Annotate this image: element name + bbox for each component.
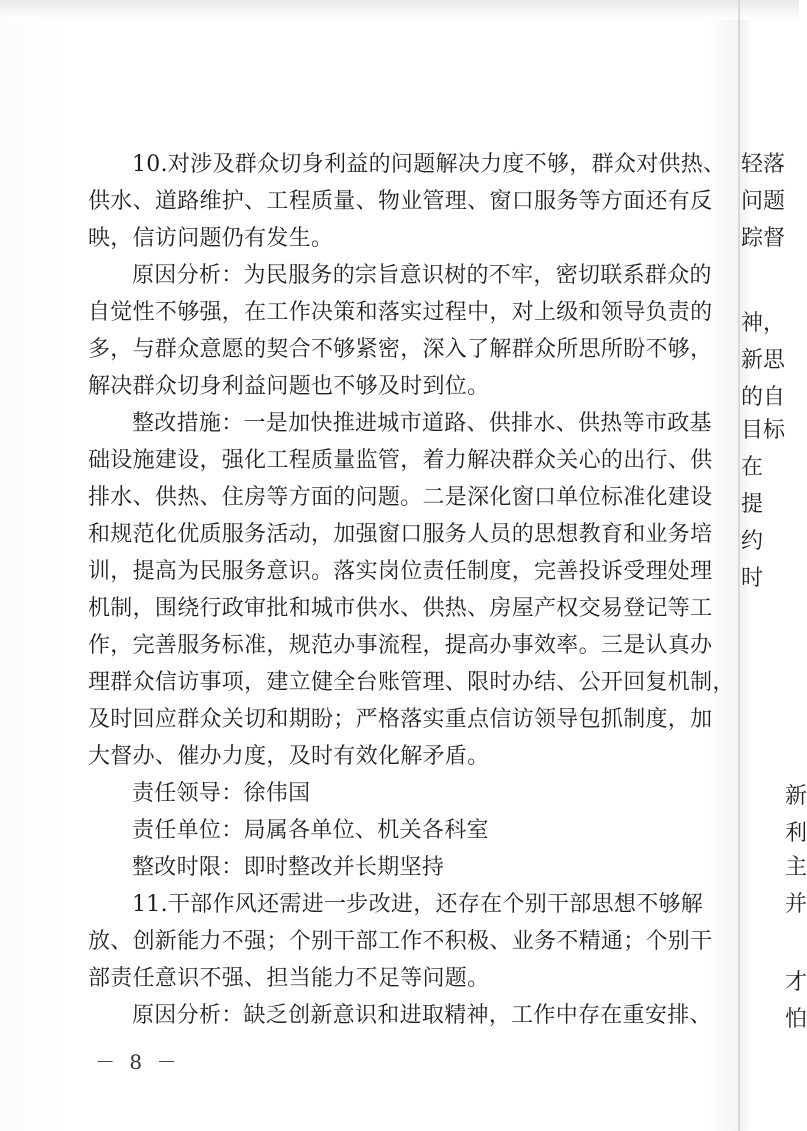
paragraph-line: 作，完善服务标准，规范办事流程，提高办事效率。三是认真办 (88, 633, 713, 658)
paragraph-line: 放、创新能力不强；个别干部工作不积极、业务不精通；个别干 (88, 929, 713, 954)
responsible-leader: 责任领导：徐伟国 (132, 781, 311, 806)
paragraph-line: 10.对涉及群众切身利益的问题解决力度不够，群众对供热、 (132, 152, 726, 177)
paragraph-line: 及时回应群众关切和期盼；严格落实重点信访领导包抓制度，加 (88, 707, 713, 732)
paragraph-line: 机制，围绕行政审批和城市供水、供热、房屋产权交易登记等工 (88, 596, 713, 621)
fragment: 踪督 (741, 226, 786, 251)
fragment: 神， (741, 311, 786, 336)
fragment: 在 (741, 455, 764, 480)
fragment: 轻落 (741, 152, 786, 177)
paragraph-line: 础设施建设，强化工程质量监管，着力解决群众关心的出行、供 (88, 448, 713, 473)
rectification-deadline: 整改时限：即时整改并长期坚持 (132, 855, 445, 880)
paragraph-line: 部责任意识不强、担当能力不足等问题。 (88, 966, 490, 991)
paragraph-line: 映，信访问题仍有发生。 (88, 226, 334, 251)
scan-top-edge (0, 0, 799, 20)
page-number: － 8 － (95, 1050, 181, 1074)
page-fold-line (738, 0, 740, 1131)
fragment: 约 (741, 529, 764, 554)
fragment: 的自 (741, 385, 786, 410)
paragraph-line: 解决群众切身利益问题也不够及时到位。 (88, 374, 490, 399)
fragment: 新 (785, 784, 807, 809)
paragraph-line: 和规范化优质服务活动，加强窗口服务人员的思想教育和业务培 (88, 522, 713, 547)
paragraph-line: 原因分析：为民服务的宗旨意识树的不牢，密切联系群众的 (132, 263, 712, 288)
fragment: 才 (785, 970, 807, 995)
fragment: 问题 (741, 189, 786, 214)
paragraph-line: 大督办、催办力度，及时有效化解矛盾。 (88, 744, 490, 769)
fragment: 新思 (741, 348, 786, 373)
fragment: 目标 (741, 418, 786, 443)
paragraph-line: 11.干部作风还需进一步改进，还存在个别干部思想不够解 (132, 892, 704, 917)
paragraph-line: 供水、道路维护、工程质量、物业管理、窗口服务等方面还有反 (88, 189, 713, 214)
fragment: 主 (785, 855, 807, 880)
paragraph-line: 训，提高为民服务意识。落实岗位责任制度，完善投诉受理处理 (88, 559, 713, 584)
paragraph-line: 原因分析：缺乏创新意识和进取精神，工作中存在重安排、 (132, 1003, 712, 1028)
fragment: 怕 (785, 1007, 807, 1032)
responsible-unit: 责任单位：局属各单位、机关各科室 (132, 818, 489, 843)
paragraph-line: 理群众信访事项，建立健全台账管理、限时办结、公开回复机制， (88, 670, 735, 695)
fragment: 时 (741, 566, 764, 591)
fragment: 利 (785, 821, 807, 846)
adjacent-page-fragments (741, 146, 807, 1046)
paragraph-line: 排水、供热、住房等方面的问题。二是深化窗口单位标准化建设 (88, 485, 713, 510)
fragment: 并 (785, 892, 807, 917)
fragment: 提 (741, 492, 764, 517)
paragraph-line: 自觉性不够强，在工作决策和落实过程中，对上级和领导负责的 (88, 300, 713, 325)
paragraph-line: 整改措施：一是加快推进城市道路、供排水、供热等市政基 (132, 411, 712, 436)
paragraph-line: 多，与群众意愿的契合不够紧密，深入了解群众所思所盼不够， (88, 337, 713, 362)
main-text-column (88, 146, 735, 1034)
